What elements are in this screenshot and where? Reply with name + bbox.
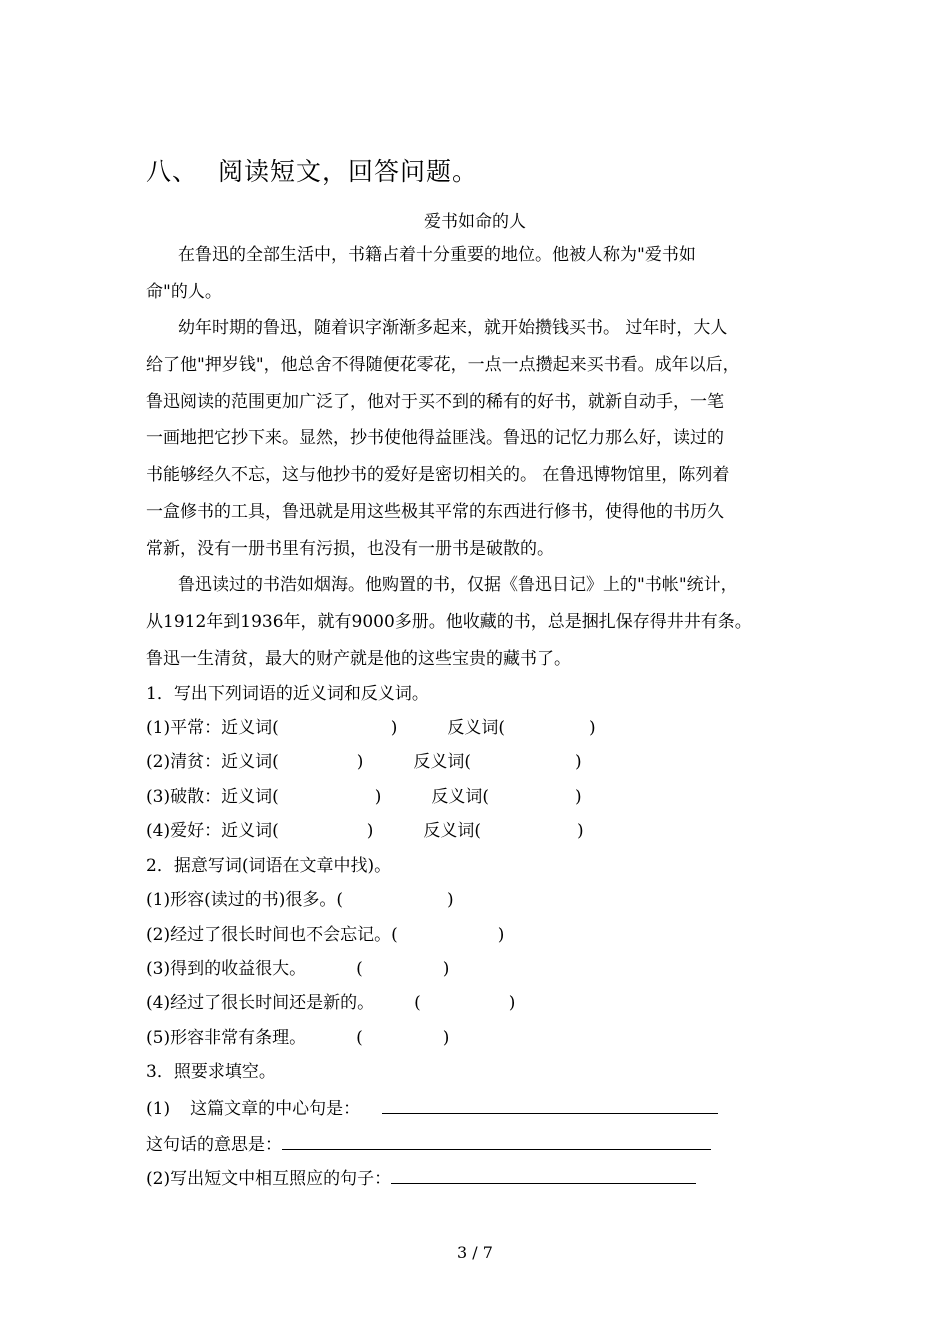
q3-item-1: (1) 这篇文章的中心句是： — [146, 1097, 718, 1120]
q1-item-4: (4)爱好：近义词( ) 反义词( ) — [146, 821, 584, 841]
q2-item-4: (4)经过了很长时间还是新的。 ( ) — [146, 993, 516, 1013]
article-line: 在鲁迅的全部生活中，书籍占着十分重要的地位。他被人称为"爱书如 — [178, 245, 696, 265]
q1-item-2: (2)清贫：近义词( ) 反义词( ) — [146, 752, 582, 772]
q2-item-5: (5)形容非常有条理。 ( ) — [146, 1028, 450, 1048]
section-heading — [146, 152, 478, 188]
article-line: 从1912年到1936年，就有9000多册。他收藏的书，总是捆扎保存得井井有条。 — [146, 612, 752, 632]
article-title: 爱书如命的人 — [424, 212, 526, 232]
article-line: 给了他"押岁钱"，他总舍不得随便花零花，一点一点攒起来买书看。成年以后， — [146, 355, 740, 375]
article-line: 鲁迅阅读的范围更加广泛了，他对于买不到的稀有的好书，就新自动手，一笔 — [146, 392, 724, 412]
question-3-title: 3．照要求填空。 — [146, 1062, 276, 1082]
question-1-title: 1．写出下列词语的近义词和反义词。 — [146, 684, 429, 704]
q2-item-2: (2)经过了很长时间也不会忘记。( ) — [146, 925, 505, 945]
echo-sentence-line[interactable] — [391, 1167, 696, 1184]
article-line: 命"的人。 — [146, 282, 222, 302]
q2-item-1: (1)形容(读过的书)很多。( ) — [146, 890, 454, 910]
central-sentence-line[interactable] — [382, 1097, 718, 1114]
q3-item-2: (2)写出短文中相互照应的句子： — [146, 1167, 696, 1190]
meaning-line[interactable] — [282, 1133, 711, 1150]
q1-item-1: (1)平常：近义词( ) 反义词( ) — [146, 718, 596, 738]
article-line: 鲁迅一生清贫，最大的财产就是他的这些宝贵的藏书了。 — [146, 649, 571, 669]
article-line: 常新，没有一册书里有污损，也没有一册书是破散的。 — [146, 539, 554, 559]
section-instruction: 阅读短文，回答问题。 — [218, 157, 479, 186]
question-2-title: 2．据意写词(词语在文章中找)。 — [146, 856, 392, 876]
article-line: 幼年时期的鲁迅，随着识字渐渐多起来，就开始攒钱买书。 过年时，大人 — [178, 318, 728, 338]
page-number: 3 / 7 — [457, 1243, 493, 1262]
article-line: 一画地把它抄下来。显然，抄书使他得益匪浅。鲁迅的记忆力那么好，读过的 — [146, 428, 724, 448]
q1-item-3: (3)破散：近义词( ) 反义词( ) — [146, 787, 582, 807]
article-line: 书能够经久不忘，这与他抄书的爱好是密切相关的。 在鲁迅博物馆里，陈列着 — [146, 465, 730, 485]
q2-item-3: (3)得到的收益很大。 ( ) — [146, 959, 450, 979]
article-line: 一盒修书的工具，鲁迅就是用这些极其平常的东西进行修书，使得他的书历久 — [146, 502, 724, 522]
article-line: 鲁迅读过的书浩如烟海。他购置的书，仅据《鲁迅日记》上的"书帐"统计， — [178, 575, 738, 595]
q3-item-1-meaning: 这句话的意思是： — [146, 1133, 711, 1156]
section-number: 八、 — [146, 157, 199, 186]
